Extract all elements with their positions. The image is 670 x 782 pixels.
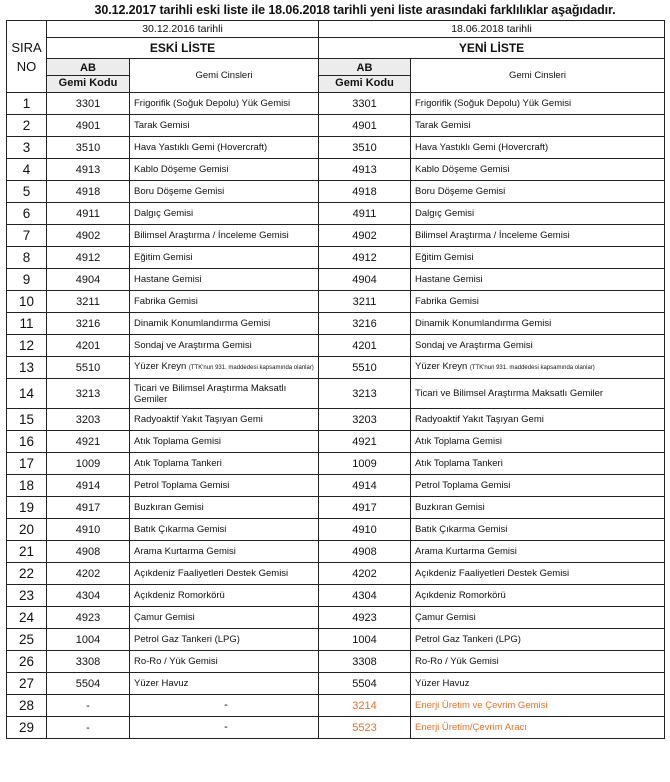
- new-gemi-kodu: 4910: [319, 519, 411, 541]
- new-list-title: YENİ LİSTE: [319, 38, 665, 59]
- table-row: [7, 431, 665, 453]
- table-row: [7, 313, 665, 335]
- new-type-text: Frigorifik (Soğuk Depolu) Yük Gemisi: [415, 98, 572, 109]
- new-gemi-kodu: 5510: [319, 357, 411, 379]
- old-gemi-kodu: 4913: [47, 159, 130, 181]
- old-code-header-ab: AB: [47, 61, 129, 76]
- row-number: 8: [7, 247, 47, 269]
- table-row: [7, 673, 665, 695]
- new-gemi-cinsi: [411, 431, 665, 453]
- old-gemi-cinsi: [130, 629, 319, 651]
- new-gemi-kodu: 3510: [319, 137, 411, 159]
- new-type-note: (TTK'nun 931. maddedesi kapsamında olanlar): [469, 365, 595, 371]
- table-row: [7, 181, 665, 203]
- new-type-text: Hava Yastıklı Gemi (Hovercraft): [415, 142, 549, 153]
- table-row: [7, 409, 665, 431]
- new-gemi-kodu: 4201: [319, 335, 411, 357]
- old-gemi-cinsi: [130, 313, 319, 335]
- new-gemi-cinsi: [411, 673, 665, 695]
- new-type-text: Radyoaktif Yakıt Taşıyan Gemi: [415, 414, 544, 425]
- old-gemi-cinsi: [130, 563, 319, 585]
- new-type-text: Açıkdeniz Faaliyetleri Destek Gemisi: [415, 568, 570, 579]
- row-number: 9: [7, 269, 47, 291]
- new-code-header-label: Gemi Kodu: [335, 77, 394, 89]
- old-gemi-kodu: 3308: [47, 651, 130, 673]
- new-gemi-cinsi: [411, 379, 665, 409]
- old-gemi-kodu: 4918: [47, 181, 130, 203]
- new-gemi-cinsi: [411, 291, 665, 313]
- new-gemi-cinsi: [411, 159, 665, 181]
- new-type-text: Atık Toplama Gemisi: [415, 436, 502, 447]
- new-type-text: Fabrika Gemisi: [415, 296, 479, 307]
- new-gemi-kodu: 3203: [319, 409, 411, 431]
- old-type-text: Tarak Gemisi: [134, 120, 190, 131]
- old-gemi-kodu: 4911: [47, 203, 130, 225]
- old-type-text: Yüzer Havuz: [134, 678, 189, 689]
- old-type-text: Yüzer Kreyn: [134, 361, 187, 372]
- old-gemi-cinsi: [130, 203, 319, 225]
- new-gemi-kodu: 4923: [319, 607, 411, 629]
- new-code-header-ab: AB: [319, 61, 410, 76]
- row-number: 10: [7, 291, 47, 313]
- old-type-text: Atık Toplama Gemisi: [134, 436, 221, 447]
- new-type-text: Ticari ve Bilimsel Araştırma Maksatlı Gemiler: [415, 388, 604, 399]
- row-number: 6: [7, 203, 47, 225]
- old-type-text: Açıkdeniz Romorkörü: [134, 590, 225, 601]
- row-number: 3: [7, 137, 47, 159]
- old-type-text: Ticari ve Bilimsel Araştırma Maksatlı Gemiler: [134, 382, 287, 405]
- new-type-text: Açıkdeniz Romorkörü: [415, 590, 506, 601]
- new-type-text: Yüzer Kreyn: [415, 361, 468, 372]
- new-gemi-cinsi: [411, 563, 665, 585]
- old-type-text: -: [224, 721, 228, 733]
- new-gemi-cinsi: [411, 335, 665, 357]
- new-gemi-kodu: 1009: [319, 453, 411, 475]
- no-label: NO: [16, 58, 37, 74]
- new-gemi-cinsi: [411, 695, 665, 717]
- row-number: 7: [7, 225, 47, 247]
- old-type-text: Açıkdeniz Faaliyetleri Destek Gemisi: [134, 568, 289, 579]
- new-gemi-kodu: 4914: [319, 475, 411, 497]
- new-type-text: Bilimsel Araştırma / İnceleme Gemisi: [415, 230, 570, 241]
- new-gemi-kodu: 4901: [319, 115, 411, 137]
- new-type-text: Atık Toplama Tankeri: [415, 458, 503, 469]
- new-gemi-cinsi: [411, 629, 665, 651]
- new-gemi-cinsi: [411, 541, 665, 563]
- new-list-date: 18.06.2018 tarihli: [319, 21, 665, 38]
- new-type-text: Çamur Gemisi: [415, 612, 476, 623]
- row-number: 22: [7, 563, 47, 585]
- old-gemi-cinsi: [130, 651, 319, 673]
- old-gemi-kodu: 4914: [47, 475, 130, 497]
- new-gemi-kodu: 4908: [319, 541, 411, 563]
- new-gemi-cinsi: [411, 137, 665, 159]
- row-number: 29: [7, 717, 47, 739]
- old-gemi-kodu: 3301: [47, 93, 130, 115]
- row-number: 12: [7, 335, 47, 357]
- old-type-text: Hava Yastıklı Gemi (Hovercraft): [134, 142, 268, 153]
- new-gemi-cinsi: [411, 181, 665, 203]
- table-row: [7, 379, 665, 409]
- new-gemi-kodu: 1004: [319, 629, 411, 651]
- table-row: [7, 453, 665, 475]
- old-gemi-kodu: 1004: [47, 629, 130, 651]
- old-gemi-kodu: 4921: [47, 431, 130, 453]
- new-type-text: Buzkıran Gemisi: [415, 502, 485, 513]
- old-gemi-kodu: 4917: [47, 497, 130, 519]
- old-gemi-cinsi: [130, 137, 319, 159]
- table-row: [7, 497, 665, 519]
- old-gemi-kodu: -: [47, 717, 130, 739]
- new-gemi-cinsi: [411, 247, 665, 269]
- new-type-text: Eğitim Gemisi: [415, 252, 474, 263]
- old-type-text: Sondaj ve Araştırma Gemisi: [134, 340, 252, 351]
- row-number: 27: [7, 673, 47, 695]
- old-gemi-kodu: 4910: [47, 519, 130, 541]
- old-gemi-kodu: 4202: [47, 563, 130, 585]
- new-gemi-kodu: 3214: [319, 695, 411, 717]
- new-gemi-kodu: 4913: [319, 159, 411, 181]
- new-gemi-kodu: 5523: [319, 717, 411, 739]
- old-gemi-cinsi: [130, 115, 319, 137]
- table-row: [7, 115, 665, 137]
- new-gemi-cinsi: [411, 475, 665, 497]
- old-gemi-kodu: 4201: [47, 335, 130, 357]
- table-row: [7, 247, 665, 269]
- table-row: [7, 335, 665, 357]
- old-type-text: Frigorifik (Soğuk Depolu) Yük Gemisi: [134, 98, 291, 109]
- old-type-text: Ro-Ro / Yük Gemisi: [134, 656, 218, 667]
- row-number: 25: [7, 629, 47, 651]
- old-type-text: Petrol Toplama Gemisi: [134, 480, 230, 491]
- row-number: 1: [7, 93, 47, 115]
- old-gemi-cinsi: [130, 335, 319, 357]
- new-gemi-cinsi: [411, 651, 665, 673]
- old-gemi-kodu: 3211: [47, 291, 130, 313]
- old-gemi-cinsi: [130, 607, 319, 629]
- old-gemi-cinsi: [130, 497, 319, 519]
- old-gemi-kodu: 4904: [47, 269, 130, 291]
- row-number: 21: [7, 541, 47, 563]
- new-type-text: Dinamik Konumlandırma Gemisi: [415, 318, 552, 329]
- old-type-text: Çamur Gemisi: [134, 612, 195, 623]
- old-gemi-cinsi: [130, 269, 319, 291]
- old-gemi-cinsi: [130, 379, 319, 409]
- row-number: 2: [7, 115, 47, 137]
- old-type-text: Buzkıran Gemisi: [134, 502, 204, 513]
- old-gemi-cinsi: [130, 291, 319, 313]
- new-type-text: Petrol Gaz Tankeri (LPG): [415, 634, 521, 645]
- old-gemi-kodu: 4908: [47, 541, 130, 563]
- table-row: [7, 225, 665, 247]
- old-type-text: Batık Çıkarma Gemisi: [134, 524, 227, 535]
- old-type-text: Atık Toplama Tankeri: [134, 458, 222, 469]
- row-number: 15: [7, 409, 47, 431]
- table-row: [7, 159, 665, 181]
- row-number: 28: [7, 695, 47, 717]
- table-row: [7, 357, 665, 379]
- new-gemi-kodu: 4912: [319, 247, 411, 269]
- old-gemi-cinsi: [130, 585, 319, 607]
- new-gemi-kodu: 3211: [319, 291, 411, 313]
- old-gemi-kodu: 3203: [47, 409, 130, 431]
- page-title: 30.12.2017 tarihli eski liste ile 18.06.2018 tarihli yeni liste arasındaki farklılıklar aşağıdadır.: [94, 3, 616, 17]
- row-number: 23: [7, 585, 47, 607]
- new-gemi-cinsi: [411, 269, 665, 291]
- old-type-text: Eğitim Gemisi: [134, 252, 193, 263]
- old-type-text: Hastane Gemisi: [134, 274, 202, 285]
- new-type-text: Kablo Döşeme Gemisi: [415, 164, 510, 175]
- row-number: 5: [7, 181, 47, 203]
- sira-label: SIRA: [11, 39, 42, 55]
- old-gemi-kodu: 3213: [47, 379, 130, 409]
- new-gemi-kodu: 3216: [319, 313, 411, 335]
- old-type-text: Kablo Döşeme Gemisi: [134, 164, 229, 175]
- old-gemi-cinsi: [130, 475, 319, 497]
- old-type-text: Petrol Gaz Tankeri (LPG): [134, 634, 240, 645]
- table-row: [7, 93, 665, 115]
- new-gemi-kodu: 5504: [319, 673, 411, 695]
- table-row: [7, 563, 665, 585]
- old-gemi-kodu: 3510: [47, 137, 130, 159]
- new-gemi-cinsi: [411, 497, 665, 519]
- new-gemi-cinsi: [411, 225, 665, 247]
- new-gemi-kodu: 3213: [319, 379, 411, 409]
- old-gemi-cinsi: [130, 159, 319, 181]
- old-gemi-cinsi: [130, 673, 319, 695]
- old-gemi-kodu: 4912: [47, 247, 130, 269]
- old-gemi-kodu: -: [47, 695, 130, 717]
- new-type-text: Dalgıç Gemisi: [415, 208, 475, 219]
- table-row: [7, 629, 665, 651]
- old-gemi-cinsi: [130, 225, 319, 247]
- old-gemi-cinsi: [130, 431, 319, 453]
- new-gemi-kodu: 4304: [319, 585, 411, 607]
- old-type-header: Gemi Cinsleri: [130, 59, 319, 93]
- new-gemi-cinsi: [411, 717, 665, 739]
- new-gemi-cinsi: [411, 453, 665, 475]
- new-type-text: Yüzer Havuz: [415, 678, 470, 689]
- old-gemi-kodu: 4901: [47, 115, 130, 137]
- old-type-text: Boru Döşeme Gemisi: [134, 186, 225, 197]
- new-gemi-kodu: 4918: [319, 181, 411, 203]
- new-gemi-kodu: 4202: [319, 563, 411, 585]
- old-code-header-label: Gemi Kodu: [58, 77, 118, 89]
- old-gemi-kodu: 5510: [47, 357, 130, 379]
- old-gemi-cinsi: [130, 409, 319, 431]
- new-type-text: Hastane Gemisi: [415, 274, 483, 285]
- table-row: [7, 695, 665, 717]
- new-gemi-cinsi: [411, 585, 665, 607]
- old-gemi-cinsi: [130, 93, 319, 115]
- row-number: 20: [7, 519, 47, 541]
- old-type-text: Arama Kurtarma Gemisi: [134, 546, 236, 557]
- table-row: [7, 475, 665, 497]
- row-number: 14: [7, 379, 47, 409]
- new-gemi-kodu: 4902: [319, 225, 411, 247]
- new-type-text: Sondaj ve Araştırma Gemisi: [415, 340, 533, 351]
- new-gemi-cinsi: [411, 203, 665, 225]
- table-row: [7, 291, 665, 313]
- table-row: [7, 717, 665, 739]
- row-number: 17: [7, 453, 47, 475]
- new-type-text: Enerji Üretim ve Çevrim Gemisi: [415, 700, 548, 711]
- ship-type-comparison-table: [6, 20, 665, 739]
- new-gemi-kodu: 3301: [319, 93, 411, 115]
- old-gemi-kodu: 5504: [47, 673, 130, 695]
- row-number: 11: [7, 313, 47, 335]
- new-type-header: Gemi Cinsleri: [411, 59, 665, 93]
- table-row: [7, 137, 665, 159]
- sira-no-header: [7, 21, 47, 93]
- new-code-header: [319, 59, 411, 93]
- old-gemi-kodu: 4902: [47, 225, 130, 247]
- table-row: [7, 269, 665, 291]
- old-type-text: Bilimsel Araştırma / İnceleme Gemisi: [134, 230, 289, 241]
- old-code-header: [47, 59, 130, 93]
- old-gemi-cinsi: [130, 453, 319, 475]
- new-gemi-cinsi: [411, 313, 665, 335]
- table-row: [7, 203, 665, 225]
- table-row: [7, 651, 665, 673]
- new-gemi-cinsi: [411, 357, 665, 379]
- table-row: [7, 585, 665, 607]
- old-gemi-kodu: 3216: [47, 313, 130, 335]
- old-gemi-kodu: 4923: [47, 607, 130, 629]
- new-gemi-cinsi: [411, 93, 665, 115]
- new-gemi-cinsi: [411, 607, 665, 629]
- new-type-text: Tarak Gemisi: [415, 120, 471, 131]
- new-gemi-kodu: 3308: [319, 651, 411, 673]
- old-gemi-cinsi: [130, 519, 319, 541]
- table-row: [7, 541, 665, 563]
- old-type-text: Dinamik Konumlandırma Gemisi: [134, 318, 271, 329]
- old-gemi-kodu: 1009: [47, 453, 130, 475]
- old-gemi-cinsi: [130, 541, 319, 563]
- old-type-text: -: [224, 699, 228, 711]
- row-number: 19: [7, 497, 47, 519]
- new-gemi-kodu: 4921: [319, 431, 411, 453]
- old-type-text: Dalgıç Gemisi: [134, 208, 194, 219]
- row-number: 16: [7, 431, 47, 453]
- new-type-text: Ro-Ro / Yük Gemisi: [415, 656, 499, 667]
- old-gemi-cinsi: [130, 247, 319, 269]
- new-type-text: Boru Döşeme Gemisi: [415, 186, 506, 197]
- row-number: 24: [7, 607, 47, 629]
- row-number: 4: [7, 159, 47, 181]
- old-gemi-kodu: 4304: [47, 585, 130, 607]
- row-number: 18: [7, 475, 47, 497]
- new-type-text: Petrol Toplama Gemisi: [415, 480, 511, 491]
- table-row: [7, 607, 665, 629]
- old-list-title: ESKİ LİSTE: [47, 38, 319, 59]
- new-gemi-kodu: 4917: [319, 497, 411, 519]
- old-type-text: Fabrika Gemisi: [134, 296, 198, 307]
- new-gemi-kodu: 4904: [319, 269, 411, 291]
- new-type-text: Enerji Üretim/Çevrim Aracı: [415, 722, 527, 733]
- table-row: [7, 519, 665, 541]
- new-type-text: Arama Kurtarma Gemisi: [415, 546, 517, 557]
- old-gemi-cinsi: [130, 717, 319, 739]
- old-type-text: Radyoaktif Yakıt Taşıyan Gemi: [134, 414, 263, 425]
- row-number: 26: [7, 651, 47, 673]
- new-type-text: Batık Çıkarma Gemisi: [415, 524, 508, 535]
- new-gemi-kodu: 4911: [319, 203, 411, 225]
- old-gemi-cinsi: [130, 695, 319, 717]
- new-gemi-cinsi: [411, 409, 665, 431]
- old-gemi-cinsi: [130, 357, 319, 379]
- old-type-note: (TTK'nun 931. maddedesi kapsamında olanlar): [188, 365, 314, 371]
- new-gemi-cinsi: [411, 519, 665, 541]
- old-list-date: 30.12.2016 tarihli: [47, 21, 319, 38]
- old-gemi-cinsi: [130, 181, 319, 203]
- row-number: 13: [7, 357, 47, 379]
- new-gemi-cinsi: [411, 115, 665, 137]
